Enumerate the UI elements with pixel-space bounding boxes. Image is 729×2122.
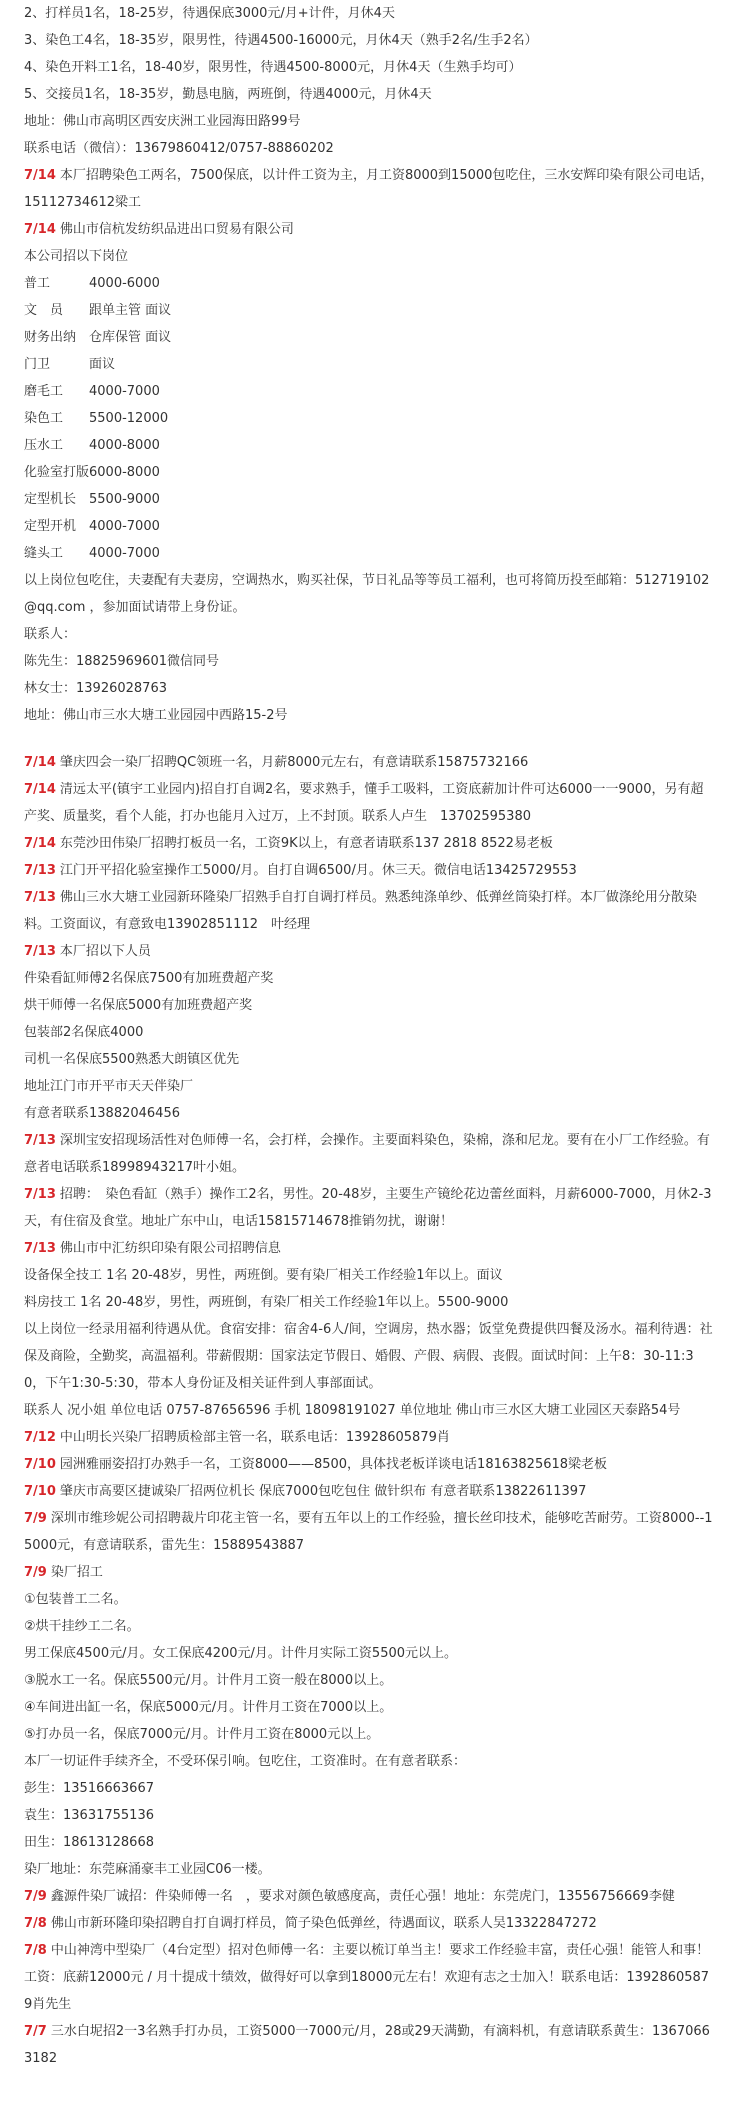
position-line: 本公司招以下岗位 bbox=[24, 249, 129, 264]
intro-line: 5、交接员1名，18-35岁，勤恳电脑，两班倒，待遇4000元，月休4天 bbox=[24, 87, 432, 102]
post-text: 肇庆市高要区捷诚染厂招两位机长 保底7000包吃包住 做针织布 有意者联系13822611397 bbox=[59, 1484, 587, 1499]
post-date: 7/13 bbox=[24, 1133, 56, 1148]
job-post bbox=[24, 749, 714, 776]
job-post bbox=[24, 1181, 714, 1235]
post-date: 7/7 bbox=[24, 2024, 47, 2039]
job-post bbox=[24, 938, 714, 965]
position-line: 有意者联系13882046456 bbox=[24, 1106, 180, 1121]
post-text: 园洲雅丽姿招打办熟手一名，工资8000——8500，具体找老板详谈电话18163825618梁老板 bbox=[59, 1457, 608, 1472]
position-line: 财务出纳 仓库保管 面议 bbox=[24, 330, 172, 345]
contact-line: 林女士：13926028763 bbox=[24, 681, 167, 696]
job-post bbox=[24, 2018, 714, 2072]
post-date: 7/9 bbox=[24, 1889, 47, 1904]
post-date: 7/14 bbox=[24, 222, 56, 237]
post-text: 佛山市新环隆印染招聘自打自调打样员，简子染色低弹丝，待遇面议，联系人吴13322847272 bbox=[50, 1916, 597, 1931]
post-date: 7/8 bbox=[24, 1943, 47, 1958]
contact-line: 地址：佛山市三水大塘工业园园中西路15-2号 bbox=[24, 708, 288, 723]
intro-line: 地址：佛山市高明区西安庆洲工业园海田路99号 bbox=[24, 114, 301, 129]
post-date: 7/13 bbox=[24, 944, 56, 959]
intro-section bbox=[24, 0, 714, 162]
position-line: 普工 4000-6000 bbox=[24, 276, 160, 291]
position-line: 文 员 跟单主管 面议 bbox=[24, 303, 172, 318]
position-line: 设备保全技工 1名 20-48岁，男性，两班倒。要有染厂相关工作经验1年以上。面议 bbox=[24, 1268, 503, 1283]
position-line: ③脱水工一名。保底5500元/月。计件月工资一般在8000以上。 bbox=[24, 1673, 393, 1688]
post-date: 7/14 bbox=[24, 755, 56, 770]
jiangmen-positions-list bbox=[24, 965, 714, 1127]
position-line: 定型机长 5500-9000 bbox=[24, 492, 160, 507]
post-text: 深圳市维珍妮公司招聘裁片印花主管一名，要有五年以上的工作经验，擅长丝印技术，能够吃苦耐劳。工资8000--15000元，有意请联系，雷先生：15889543887 bbox=[24, 1511, 713, 1553]
zhonghui-positions-list bbox=[24, 1262, 714, 1316]
job-post bbox=[24, 1910, 714, 1937]
position-line: ①包装普工二名。 bbox=[24, 1592, 127, 1607]
job-post bbox=[24, 884, 714, 938]
position-line: 门卫 面议 bbox=[24, 357, 116, 372]
position-line: 磨毛工 4000-7000 bbox=[24, 384, 160, 399]
job-listing-article bbox=[24, 0, 714, 2072]
intro-line: 4、染色开料工1名，18-40岁，限男性，待遇4500-8000元，月休4天（生熟手均可） bbox=[24, 60, 522, 75]
job-post bbox=[24, 1478, 714, 1505]
intro-line: 3、染色工4名，18-35岁，限男性，待遇4500-16000元，月休4天（熟手2名/生手2名） bbox=[24, 33, 538, 48]
contact-line: 彭生：13516663667 bbox=[24, 1781, 154, 1796]
job-post bbox=[24, 1505, 714, 1559]
company-contacts bbox=[24, 621, 714, 729]
job-post bbox=[24, 1883, 714, 1910]
position-line: 定型开机 4000-7000 bbox=[24, 519, 160, 534]
position-line: 压水工 4000-8000 bbox=[24, 438, 160, 453]
post-text: 中山明长兴染厂招聘质检部主管一名，联系电话：13928605879肖 bbox=[59, 1430, 450, 1445]
position-line: 缝头工 4000-7000 bbox=[24, 546, 160, 561]
post-text: 清远太平(镇宇工业园内)招自打自调2名，要求熟手，懂手工吸料，工资底薪加计件可达6000一一9000，另有超产奖、质量奖，看个人能，打办也能月入过万，上不封顶。联系人卢生 13702595380 bbox=[24, 782, 704, 824]
post-text: 深圳宝安招现场活性对色师傅一名，会打样，会操作。主要面料染色，染棉，涤和尼龙。要有在小厂工作经验。有意者电话联系18998943217叶小姐。 bbox=[24, 1133, 710, 1175]
post-date: 7/13 bbox=[24, 1187, 56, 1202]
position-line: ⑤打办员一名，保底7000元/月。计件月工资在8000元以上。 bbox=[24, 1727, 380, 1742]
post-text: 江门开平招化验室操作工5000/月。自打自调6500/月。休三天。微信电话13425729553 bbox=[59, 863, 577, 878]
intro-line: 2、打样员1名，18-25岁，待遇保底3000元/月+计件，月休4天 bbox=[24, 6, 395, 21]
post-date: 7/14 bbox=[24, 782, 56, 797]
post-text: 鑫源件染厂诚招：件染师傅一名 ，要求对颜色敏感度高，责任心强！地址：东莞虎门，13556756669李健 bbox=[50, 1889, 675, 1904]
zhonghui-welfare: 以上岗位一经录用福利待遇从优。食宿安排：宿舍4-6人/间，空调房，热水器；饭堂免费提供四餐及汤水。福利待遇：社保及商险，全勤奖，高温福利。带薪假期：国家法定节假日、婚假、产假、病假、丧假。面试时间：上午8：30-11:30，下午1:30-5:30，带本人身份证及相关证件到人事部面试。 bbox=[24, 1322, 713, 1391]
post-date: 7/13 bbox=[24, 1241, 56, 1256]
position-line: 包装部2名保底4000 bbox=[24, 1025, 144, 1040]
zhonghui-contact: 联系人 况小姐 单位电话 0757-87656596 手机 18098191027 单位地址 佛山市三水区大塘工业园区天泰路54号 bbox=[24, 1403, 681, 1418]
post-text: 佛山三水大塘工业园新环隆染厂招熟手自打自调打样员。熟悉纯涤单纱、低弹丝筒染打样。本厂做涤纶用分散染料。工资面议，有意致电13902851112 叶经理 bbox=[24, 890, 697, 932]
job-post bbox=[24, 1559, 714, 1586]
company-positions-list bbox=[24, 243, 714, 567]
position-line: 地址江门市开平市天天伴染厂 bbox=[24, 1079, 194, 1094]
post-text: 佛山市中汇纺织印染有限公司招聘信息 bbox=[59, 1241, 281, 1256]
post-date: 7/13 bbox=[24, 863, 56, 878]
dongguan-positions-list bbox=[24, 1586, 714, 1883]
post-date: 7/9 bbox=[24, 1511, 47, 1526]
post-date: 7/10 bbox=[24, 1484, 56, 1499]
section-spacer bbox=[24, 729, 714, 749]
post-text: 中山神湾中型染厂（4台定型）招对色师傅一名：主要以梳订单当主！要求工作经验丰富，责任心强！能管人和事！工资：底薪12000元 / 月十提成十绩效，做得好可以拿到18000元左右！欢迎有志之士加入！联系电话：13928605879肖先生 bbox=[24, 1943, 710, 2012]
contact-line: 陈先生：18825969601微信同号 bbox=[24, 654, 219, 669]
post-text: 染厂招工 bbox=[50, 1565, 103, 1580]
position-line: ②烘干挂纱工二名。 bbox=[24, 1619, 140, 1634]
post-date: 7/14 bbox=[24, 168, 56, 183]
job-post bbox=[24, 162, 714, 216]
position-line: 本厂一切证件手续齐全，不受环保引响。包吃住，工资准时。在有意者联系： bbox=[24, 1754, 467, 1769]
position-line: 司机一名保底5500熟悉大朗镇区优先 bbox=[24, 1052, 240, 1067]
post-text: 本厂招聘染色工两名，7500保底，以计件工资为主，月工资8000到15000包吃住，三水安辉印染有限公司电话，15112734612梁工 bbox=[24, 168, 714, 210]
contact-line: 袁生：13631755136 bbox=[24, 1808, 154, 1823]
job-post bbox=[24, 1235, 714, 1262]
position-line: ④车间进出缸一名，保底5000元/月。计件月工资在7000以上。 bbox=[24, 1700, 393, 1715]
job-post bbox=[24, 776, 714, 830]
contact-line: 田生：18613128668 bbox=[24, 1835, 154, 1850]
post-date: 7/14 bbox=[24, 836, 56, 851]
job-post bbox=[24, 1424, 714, 1451]
position-line: 烘干师傅一名保底5000有加班费超产奖 bbox=[24, 998, 253, 1013]
position-line: 男工保底4500元/月。女工保底4200元/月。计件月实际工资5500元以上。 bbox=[24, 1646, 458, 1661]
post-date: 7/12 bbox=[24, 1430, 56, 1445]
post-text: 招聘： 染色看缸（熟手）操作工2名，男性。20-48岁，主要生产镜纶花边蕾丝面料，月薪6000-7000，月休2-3天，有住宿及食堂。地址广东中山，电话15815714678推销勿扰，谢谢！ bbox=[24, 1187, 712, 1229]
job-post bbox=[24, 216, 714, 243]
intro-line: 联系电话（微信）：13679860412/0757-88860202 bbox=[24, 141, 334, 156]
job-post bbox=[24, 857, 714, 884]
position-line: 件染看缸师傅2名保底7500有加班费超产奖 bbox=[24, 971, 274, 986]
contact-line: 联系人： bbox=[24, 627, 77, 642]
job-post bbox=[24, 830, 714, 857]
company-benefits: 以上岗位包吃住，夫妻配有夫妻房，空调热水，购买社保，节日礼品等等员工福利，也可将简历投至邮箱：512719102@qq.com ，参加面试请带上身份证。 bbox=[24, 573, 710, 615]
post-text: 本厂招以下人员 bbox=[59, 944, 151, 959]
post-text: 佛山市信杭发纺织品进出口贸易有限公司 bbox=[59, 222, 294, 237]
position-line: 料房技工 1名 20-48岁，男性，两班倒，有染厂相关工作经验1年以上。5500-9000 bbox=[24, 1295, 509, 1310]
job-post bbox=[24, 1937, 714, 2018]
post-date: 7/8 bbox=[24, 1916, 47, 1931]
position-line: 化验室打版6000-8000 bbox=[24, 465, 160, 480]
post-text: 三水白坭招2一3名熟手打办员，工资5000一7000元/月，28或29天满勤，有滴料机，有意请联系黄生：13670663182 bbox=[24, 2024, 710, 2066]
position-line: 染色工 5500-12000 bbox=[24, 411, 169, 426]
job-post bbox=[24, 1451, 714, 1478]
post-text: 东莞沙田伟染厂招聘打板员一名，工资9K以上，有意者请联系137 2818 8522易老板 bbox=[59, 836, 553, 851]
post-text: 肇庆四会一染厂招聘QC领班一名，月薪8000元左右，有意请联系15875732166 bbox=[59, 755, 529, 770]
post-date: 7/9 bbox=[24, 1565, 47, 1580]
job-post bbox=[24, 1127, 714, 1181]
post-date: 7/13 bbox=[24, 890, 56, 905]
address-line: 染厂地址：东莞麻涌豪丰工业园C06一楼。 bbox=[24, 1862, 271, 1877]
post-date: 7/10 bbox=[24, 1457, 56, 1472]
